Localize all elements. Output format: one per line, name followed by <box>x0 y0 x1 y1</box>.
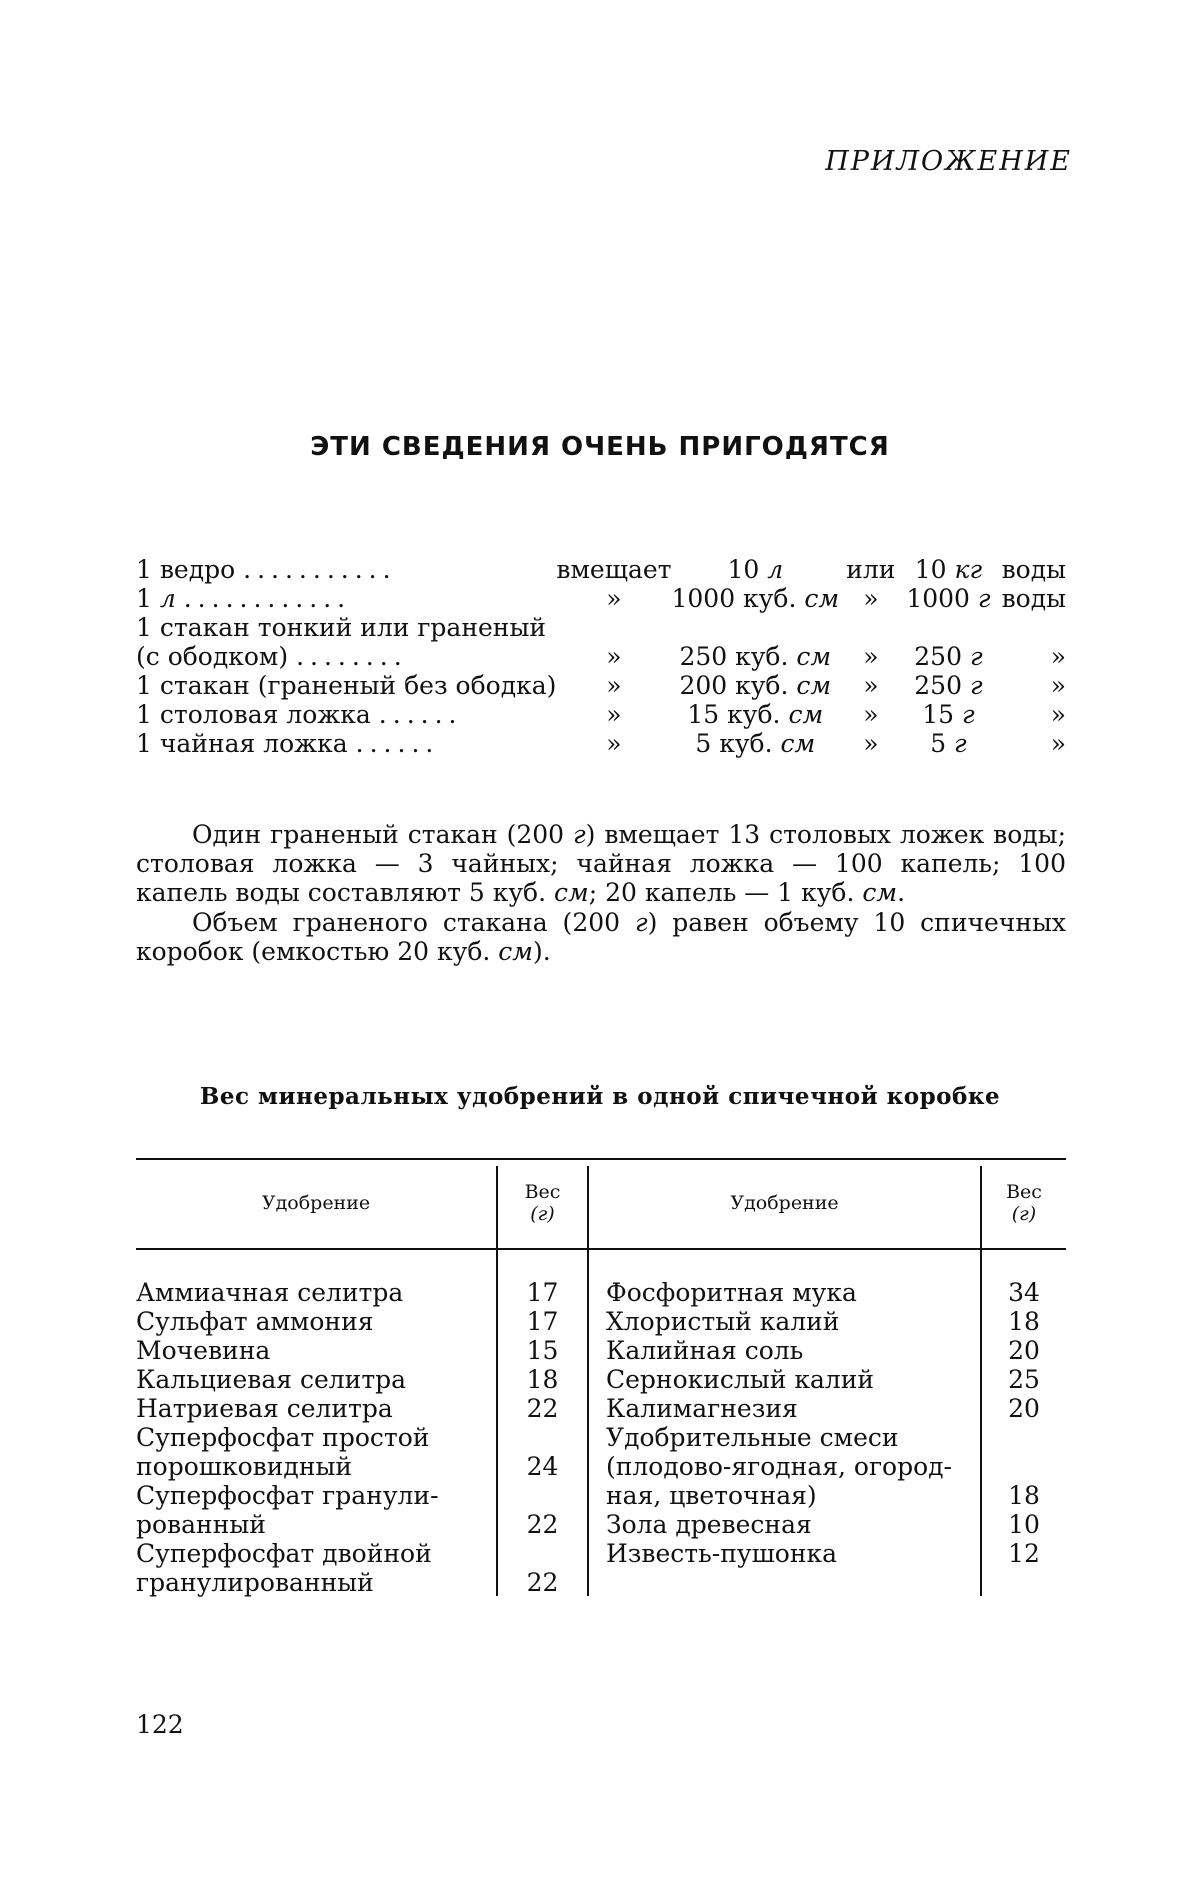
measure-volume: 15 куб. см <box>687 700 824 729</box>
fertilizer-name: Мочевина <box>136 1336 271 1365</box>
measure-weight: 250 г <box>914 642 983 671</box>
measure-or: » <box>863 700 879 729</box>
paragraph-glass-spoons: Один граненый стакан (200 г) вмещает 13 столовых ложек воды; столовая ложка — 3 чайных; чайная ложка — 100 капель; 100 капель воды составляют 5 куб. см; 20 капель — 1 куб. см. <box>136 820 1067 907</box>
measure-volume: 5 куб. см <box>695 729 816 758</box>
measure-row <box>136 584 1066 613</box>
fertilizer-weight: 18 <box>1008 1307 1040 1336</box>
fertilizer-name: Суперфосфат гранули- <box>136 1481 439 1510</box>
measure-or: или <box>846 555 896 584</box>
fertilizer-table <box>136 1158 1066 1598</box>
fertilizer-name: Калимагнезия <box>606 1394 798 1423</box>
measure-volume <box>671 613 839 642</box>
measure-row <box>136 700 1066 729</box>
fertilizer-name: рованный <box>136 1510 266 1539</box>
fertilizer-name: Фосфоритная мука <box>606 1278 857 1307</box>
measure-verb: вмещает <box>556 555 672 584</box>
main-title: ЭТИ СВЕДЕНИЯ ОЧЕНЬ ПРИГОДЯТСЯ <box>310 432 890 462</box>
measure-item: (с ободком) ........ <box>136 642 408 671</box>
fertilizer-weight <box>982 1423 1066 1452</box>
measure-volume: 250 куб. см <box>679 642 832 671</box>
measure-substance <box>994 613 1066 642</box>
fertilizer-weight: 24 <box>526 1452 559 1481</box>
measures-table <box>136 555 1066 758</box>
right-fertilizer-names <box>606 1278 978 1568</box>
measure-verb: » <box>606 729 622 758</box>
fertilizer-table-title: Вес минеральных удобрений в одной спичечной коробке <box>199 1083 1001 1110</box>
fertilizer-weight <box>498 1481 587 1510</box>
measure-row <box>136 555 1066 584</box>
measure-weight <box>903 613 995 642</box>
measure-weight: 1000 г <box>906 584 991 613</box>
measure-row <box>136 671 1066 700</box>
fertilizer-name: Зола древесная <box>606 1510 812 1539</box>
measure-substance: воды <box>1001 584 1066 613</box>
fertilizer-weight: 17 <box>526 1278 559 1307</box>
right-fertilizer-weights <box>982 1278 1066 1568</box>
fertilizer-name: Известь-пушонка <box>606 1539 838 1568</box>
fertilizer-weight: 25 <box>1008 1365 1040 1394</box>
fertilizer-weight: 17 <box>526 1307 559 1336</box>
fertilizer-weight <box>982 1452 1066 1481</box>
fertilizer-weight: 22 <box>526 1510 559 1539</box>
measure-item: 1 чайная ложка ...... <box>136 729 440 758</box>
measure-volume: 200 куб. см <box>679 671 832 700</box>
measure-weight: 10 кг <box>914 555 983 584</box>
measure-row <box>136 642 1066 671</box>
fertilizer-name: порошковидный <box>136 1452 353 1481</box>
measure-verb: » <box>606 700 622 729</box>
fertilizer-name: Калийная соль <box>606 1336 804 1365</box>
fertilizer-weight: 22 <box>526 1394 559 1423</box>
fertilizer-weight: 18 <box>1008 1481 1040 1510</box>
fertilizer-name: Аммиачная селитра <box>136 1278 404 1307</box>
measure-verb: » <box>606 584 622 613</box>
fertilizer-name: Удобрительные смеси <box>606 1423 899 1452</box>
measure-item: 1 стакан тонкий или граненый <box>136 613 547 642</box>
measure-substance: » <box>1050 671 1066 700</box>
measure-volume: 10 л <box>727 555 784 584</box>
fertilizer-weight: 12 <box>1008 1539 1040 1568</box>
measure-substance: » <box>1050 729 1066 758</box>
measure-item: 1 столовая ложка ...... <box>136 700 463 729</box>
measure-or: » <box>863 584 879 613</box>
measure-verb <box>556 613 671 642</box>
fertilizer-weight: 18 <box>526 1365 559 1394</box>
fertilizer-weight: 15 <box>526 1336 559 1365</box>
measure-substance: » <box>1050 642 1066 671</box>
fertilizer-name: Сульфат аммония <box>136 1307 374 1336</box>
fertilizer-weight: 20 <box>1008 1336 1040 1365</box>
measure-row <box>136 613 1066 642</box>
fertilizer-weight <box>498 1539 587 1568</box>
left-fertilizer-names <box>136 1278 491 1597</box>
fertilizer-weight: 10 <box>1008 1510 1040 1539</box>
header-fertilizer-left: Удобрение <box>261 1192 371 1214</box>
header-weight-left: Вес (г) <box>524 1181 561 1225</box>
fertilizer-weight <box>498 1423 587 1452</box>
fertilizer-weight: 34 <box>1008 1278 1040 1307</box>
paragraph-matchbox-volume: Объем граненого стакана (200 г) равен объему 10 спичечных коробок (емкостью 20 куб. см). <box>136 908 1066 966</box>
measure-weight: 250 г <box>914 671 983 700</box>
measure-volume: 1000 куб. см <box>671 584 840 613</box>
fertilizer-name: ная, цветочная) <box>606 1481 817 1510</box>
appendix-header: ПРИЛОЖЕНИЕ <box>825 146 1072 177</box>
measure-or: » <box>863 671 879 700</box>
fertilizer-name: Сернокислый калий <box>606 1365 875 1394</box>
fertilizer-name: Натриевая селитра <box>136 1394 393 1423</box>
measure-or: » <box>863 729 879 758</box>
left-fertilizer-weights <box>498 1278 587 1597</box>
measure-item: 1 стакан (граненый без ободка) <box>136 671 557 700</box>
fertilizer-name: Кальциевая селитра <box>136 1365 407 1394</box>
measure-row <box>136 729 1066 758</box>
measure-verb: » <box>606 671 622 700</box>
fertilizer-name: Суперфосфат двойной <box>136 1539 432 1568</box>
header-fertilizer-right: Удобрение <box>730 1192 839 1214</box>
measure-verb: » <box>606 642 622 671</box>
fertilizer-weight: 20 <box>1008 1394 1040 1423</box>
measure-item: 1 ведро ........... <box>136 555 397 584</box>
page-number: 122 <box>136 1710 184 1739</box>
fertilizer-name: Хлористый калий <box>606 1307 840 1336</box>
measure-or <box>839 613 903 642</box>
measure-item: 1 л ............ <box>136 584 352 613</box>
measure-or: » <box>863 642 879 671</box>
fertilizer-name: Суперфосфат простой <box>136 1423 430 1452</box>
header-weight-right: Вес (г) <box>1006 1181 1042 1225</box>
fertilizer-weight: 22 <box>526 1568 559 1597</box>
fertilizer-name: гранулированный <box>136 1568 374 1597</box>
measure-substance: » <box>1050 700 1066 729</box>
measure-weight: 5 г <box>930 729 967 758</box>
measure-weight: 15 г <box>922 700 975 729</box>
measure-substance: воды <box>1001 555 1066 584</box>
table-header-rule <box>136 1248 1066 1250</box>
fertilizer-name: (плодово-ягодная, огород- <box>606 1452 953 1481</box>
